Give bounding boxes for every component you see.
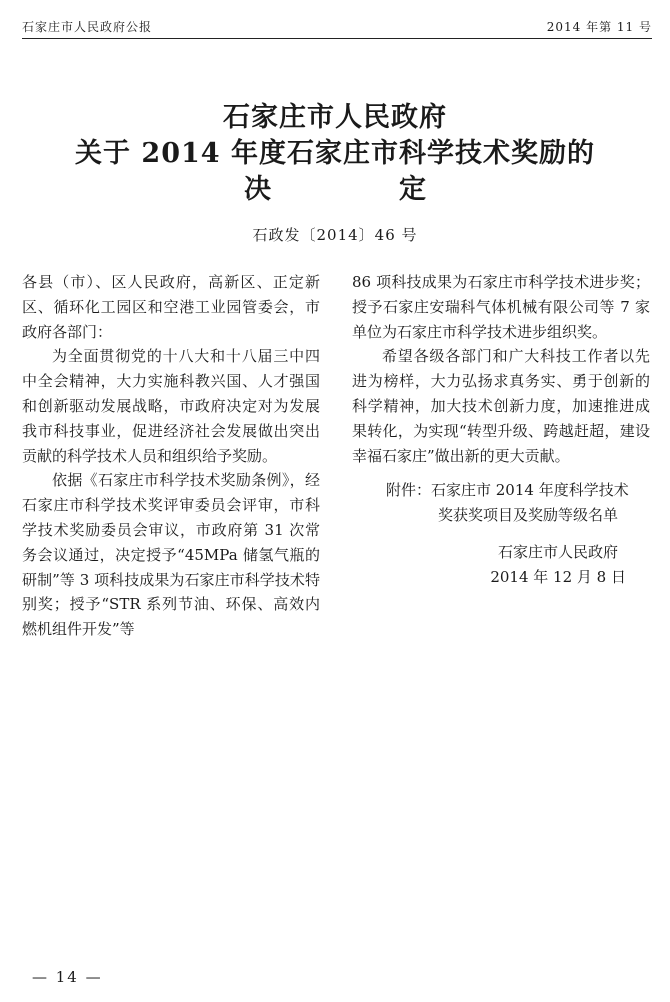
signature-block [352,540,650,590]
body-paragraph: 依据《石家庄市科学技术奖励条例》，经石家庄市科学技术奖评审委员会评审，市科学技术奖励委员会审议，市政府第 31 次常务会议通过，决定授予“45MPa 储氢气瓶的研制”等 3 项科技成果为石家庄市科学技术特别奖；授予“STR 系列节油、环保、高效内燃机组件开发”等 [22,471,320,639]
salutation-paragraph: 各县（市）、区人民政府，高新区、正定新区、循环化工园区和空港工业园管委会，市政府各部门： [22,273,320,341]
publication-name: 石家庄市人民政府公报 [22,20,153,34]
title-line-3 [0,172,670,208]
issue-number: 2014 年第 11 号 [546,20,652,34]
title-line-3-b: 定 [399,174,426,205]
page-header [22,16,652,39]
title-line-3-a: 决 [244,174,271,205]
body-paragraph: 86 项科技成果为石家庄市科学技术进步奖；授予石家庄安瑞科气体机械有限公司等 7 家单位为石家庄市科学技术进步组织奖。 [352,273,650,341]
attachment-note [352,478,650,528]
title-line-1: 石家庄市人民政府 [223,102,447,133]
body-paragraph: 希望各级各部门和广大科技工作者以先进为榜样，大力弘扬求真务实、勇于创新的科学精神，加大技术创新力度，加速推进成果转化，为实现“转型升级、跨越赶超，建设幸福石家庄”做出新的更大贡献。 [352,347,650,465]
signature-date: 2014 年 12 月 8 日 [490,567,626,586]
body-column-right [352,270,650,590]
signature-organization: 石家庄市人民政府 [497,542,618,561]
attachment-line-2: 奖获奖项目及奖励等级名单 [438,506,619,525]
page-number: — 14 — [32,968,103,986]
body-column-left [22,270,320,642]
title-line-2: 关于 2014 年度石家庄市科学技术奖励的 [75,138,595,169]
document-title [0,100,670,208]
attachment-line-1: 附件：石家庄市 2014 年度科学技术 [386,481,629,500]
body-paragraph: 为全面贯彻党的十八大和十八届三中四中全会精神，大力实施科教兴国、人才强国和创新驱动发展战略，市政府决定对为发展我市科技事业，促进经济社会发展做出突出贡献的科学技术人员和组织给予奖励。 [22,347,320,465]
document-number: 石政发〔2014〕46 号 [252,226,418,244]
